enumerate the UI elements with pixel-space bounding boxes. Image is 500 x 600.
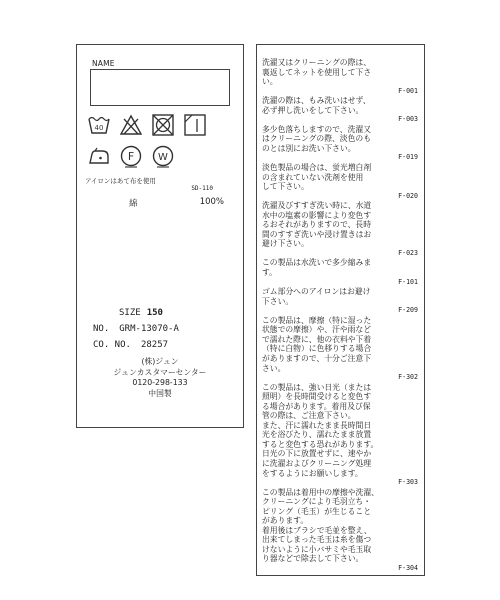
size-line bbox=[119, 308, 163, 318]
line-dry-shade-icon bbox=[183, 113, 207, 137]
care-note-line: がありますので、十分ご注意下 bbox=[262, 353, 371, 363]
material-name: 綿 bbox=[129, 199, 138, 209]
dry-clean-f-icon bbox=[119, 144, 143, 168]
care-note-line: の含まれていない洗剤を使用 bbox=[262, 172, 364, 182]
care-note bbox=[262, 316, 420, 383]
care-note-line: る場合があります。着用及び保 bbox=[262, 401, 371, 411]
wet-clean-letter: W bbox=[158, 152, 168, 163]
care-symbols-row-2 bbox=[87, 144, 175, 168]
maker-info bbox=[77, 357, 243, 399]
care-note-line: すると変色する恐れがあります。 bbox=[262, 439, 379, 449]
care-note-code: F-001 bbox=[398, 86, 418, 95]
size-value: 150 bbox=[146, 308, 163, 318]
size-label: SIZE bbox=[119, 308, 141, 318]
care-note-line: り器などで除去して下さい。 bbox=[262, 554, 364, 564]
care-note-code: F-209 bbox=[398, 306, 418, 315]
care-notes-list bbox=[262, 58, 420, 574]
care-note-line: をするようにお願いします。 bbox=[262, 468, 363, 478]
company-number-value: 28257 bbox=[140, 340, 169, 350]
product-number-value: GRM-13070-A bbox=[119, 324, 179, 334]
care-note bbox=[262, 488, 420, 574]
care-note-line: クリーニングにより毛羽立ち・ bbox=[262, 497, 371, 507]
care-note-line: 水中の塩素の影響により変色す bbox=[262, 210, 372, 220]
care-note bbox=[262, 287, 420, 316]
care-note-line: るおそれがありますので、長時 bbox=[262, 220, 371, 230]
maker-company: (株)ジュン bbox=[141, 357, 179, 366]
care-note-line: 管の際は、ご注意下さい。 bbox=[262, 411, 356, 421]
care-note-code: F-023 bbox=[398, 248, 418, 257]
product-number-line bbox=[93, 324, 179, 334]
care-note-line: に洗濯およびクリーニング処理 bbox=[262, 458, 371, 468]
care-note-line: この製品は水洗いで多少縮みま bbox=[262, 258, 372, 268]
care-note-line: い。 bbox=[262, 77, 278, 87]
care-note-line: 必ず押し洗いをして下さい。 bbox=[262, 105, 364, 115]
care-note bbox=[262, 201, 420, 258]
care-note-line: ピリング（毛玉）が生じること bbox=[262, 506, 371, 516]
care-note-line: 洗濯の際は、もみ洗いはせず、 bbox=[262, 96, 371, 106]
material-percent: 100% bbox=[199, 197, 224, 207]
care-note-line: さい。 bbox=[262, 363, 286, 373]
dry-clean-letter: F bbox=[127, 150, 135, 163]
care-note-code: F-020 bbox=[398, 191, 418, 200]
sd-code: SD-110 bbox=[191, 185, 213, 192]
care-note-line: 状態での摩擦）や、汗や雨など bbox=[262, 325, 371, 335]
iron-low-icon bbox=[87, 144, 111, 168]
care-note bbox=[262, 58, 420, 96]
wash-tub-40-icon bbox=[87, 113, 111, 137]
wet-clean-w-icon bbox=[151, 144, 175, 168]
name-write-box bbox=[90, 69, 230, 106]
care-note-line: けないように小バサミや毛玉取 bbox=[262, 544, 372, 554]
care-note-line: 洗濯及びすすぎ洗い時に、水道 bbox=[262, 201, 372, 211]
care-note-line: があります。 bbox=[262, 516, 309, 526]
wash-temp-text: 40 bbox=[94, 124, 104, 132]
no-tumble-dry-icon bbox=[151, 113, 175, 137]
care-note-line: はクリーニングの際、淡色のも bbox=[262, 134, 371, 144]
care-note-line: 着用後はブラシで毛並を整え、 bbox=[262, 525, 372, 535]
country-of-origin: 中国製 bbox=[148, 388, 172, 398]
care-note-line: 裏返してネットを使用して下さ bbox=[262, 67, 372, 77]
care-note-line: 多少色落ちしますので、洗濯又 bbox=[262, 124, 371, 134]
care-note-line: 日光の下に放置せずに、速やか bbox=[262, 449, 372, 459]
care-note bbox=[262, 258, 420, 287]
care-note-line: この製品は、強い日光（または bbox=[262, 382, 372, 392]
maker-phone: 0120-298-133 bbox=[132, 378, 188, 387]
care-note-line: 照明）を長時間受けると変色す bbox=[262, 392, 372, 402]
care-note bbox=[262, 163, 420, 201]
care-note-code: F-304 bbox=[398, 563, 418, 572]
care-note bbox=[262, 125, 420, 163]
company-number-line bbox=[93, 340, 168, 350]
care-note-line: して下さい。 bbox=[262, 182, 309, 192]
care-symbols-row-1 bbox=[87, 113, 207, 137]
care-note bbox=[262, 96, 420, 125]
care-note-line: 出来てしまった毛玉は糸を傷つ bbox=[262, 535, 372, 545]
company-number-label: CO. NO. bbox=[93, 340, 131, 350]
care-note-line: のとは別にお洗い下さい。 bbox=[262, 143, 356, 153]
care-note-line: 下さい。 bbox=[262, 296, 294, 306]
iron-note: アイロンはあて布を使用 bbox=[85, 177, 156, 185]
no-bleach-icon bbox=[119, 113, 143, 137]
maker-customer-center: ジュンカスタマーセンター bbox=[113, 367, 207, 377]
product-number-label: NO. bbox=[93, 324, 110, 334]
care-note-line: また、汗に濡れたまま長時間日 bbox=[262, 420, 372, 430]
care-note-line: この製品は、摩擦（特に湿った bbox=[262, 315, 372, 325]
product-label-tag bbox=[76, 44, 244, 428]
care-notes-tag bbox=[256, 44, 425, 576]
care-note-line: 間のすすぎ洗いや浸け置きはお bbox=[262, 229, 372, 239]
care-note-code: F-302 bbox=[398, 373, 418, 382]
care-note-line: ゴム部分へのアイロンはお避け bbox=[262, 287, 371, 297]
care-note bbox=[262, 383, 420, 488]
care-note-code: F-101 bbox=[398, 277, 418, 286]
care-note-line: す。 bbox=[262, 268, 277, 278]
care-note-line: この製品は着用中の摩擦や洗濯、 bbox=[262, 487, 379, 497]
care-note-code: F-003 bbox=[398, 115, 418, 124]
care-note-line: 淡色製品の場合は、蛍光増白剤 bbox=[262, 163, 372, 173]
care-note-code: F-019 bbox=[398, 153, 418, 162]
care-note-line: 避け下さい。 bbox=[262, 239, 309, 249]
care-note-line: で濡れた際に、他の衣料や下着 bbox=[262, 334, 372, 344]
name-label: NAME bbox=[92, 59, 115, 68]
care-note-line: （特に白物）に色移りする場合 bbox=[262, 344, 372, 354]
care-note-code: F-303 bbox=[398, 478, 418, 487]
care-note-line: 光を浴びたり、濡れたまま放置 bbox=[262, 430, 372, 440]
care-note-line: 洗濯又はクリーニングの際は、 bbox=[262, 58, 371, 67]
